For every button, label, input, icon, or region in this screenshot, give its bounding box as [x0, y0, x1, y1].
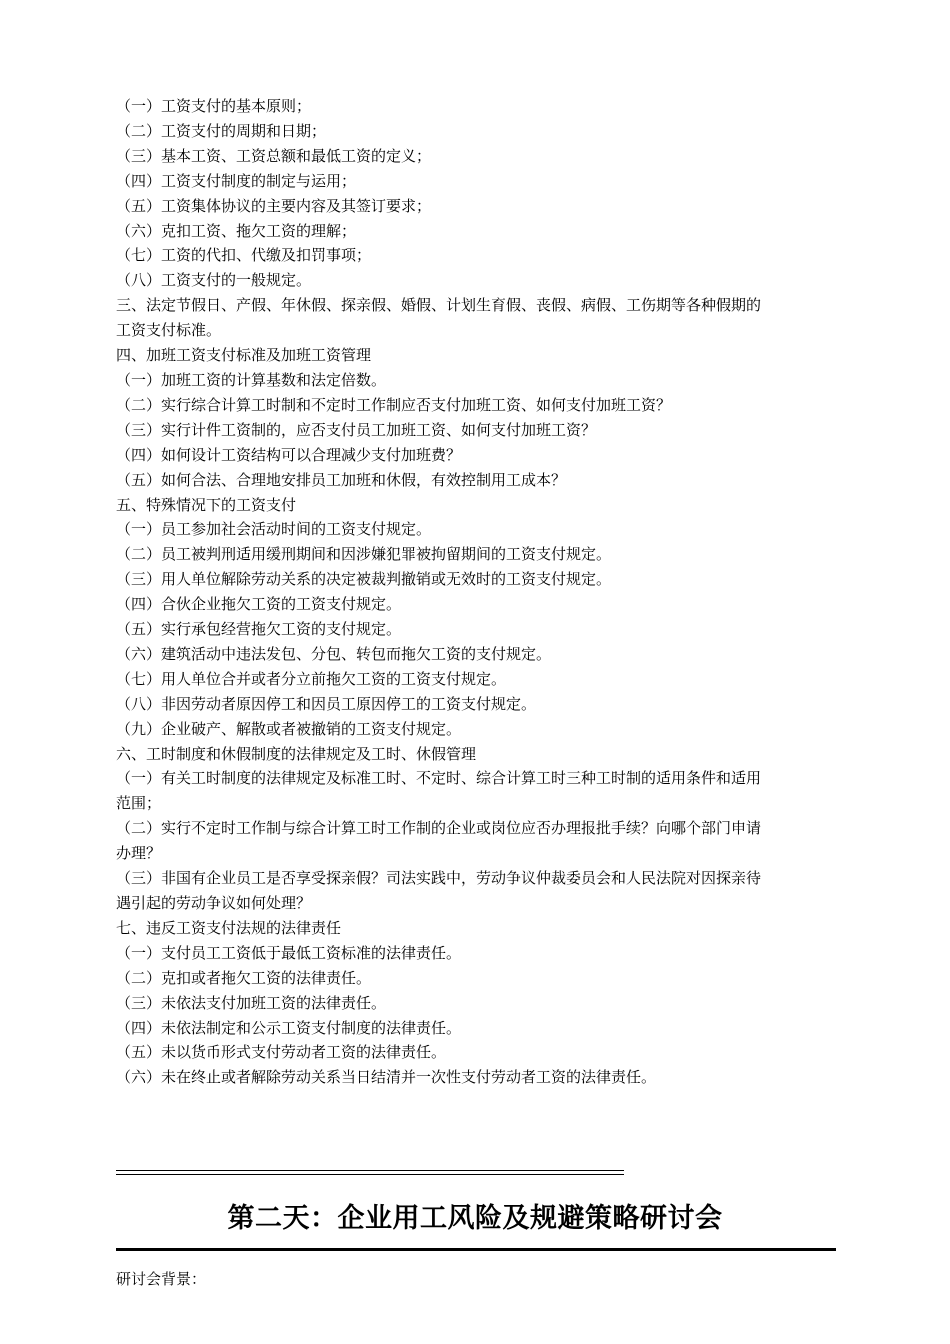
body-line: （二）实行不定时工作制与综合计算工时工作制的企业或岗位应否办理报批手续？向哪个部门申请 [116, 819, 762, 838]
body-line: （一）员工参加社会活动时间的工资支付规定。 [116, 520, 432, 539]
body-line: 遇引起的劳动争议如何处理？ [116, 894, 312, 912]
body-line: 范围； [116, 794, 162, 813]
body-line: （二）克扣或者拖欠工资的法律责任。 [116, 968, 372, 987]
body-line: （四）未依法制定和公示工资支付制度的法律责任。 [116, 1018, 462, 1037]
body-line: （一）加班工资的计算基数和法定倍数。 [116, 370, 387, 389]
body-line: （六）未在终止或者解除劳动关系当日结清并一次性支付劳动者工资的法律责任。 [116, 1068, 657, 1087]
body-line: （四）如何设计工资结构可以合理减少支付加班费？ [116, 445, 462, 464]
body-line: （八）工资支付的一般规定。 [116, 271, 312, 290]
body-line: （六）建筑活动中违法发包、分包、转包而拖欠工资的支付规定。 [116, 644, 552, 663]
body-line: （七）工资的代扣、代缴及扣罚事项； [116, 246, 372, 265]
double-rule-divider [116, 1170, 624, 1175]
body-line: （八）非因劳动者原因停工和因员工原因停工的工资支付规定。 [116, 694, 537, 713]
body-line: （三）非国有企业员工是否享受探亲假？司法实践中，劳动争议仲裁委员会和人民法院对因探亲待 [116, 869, 762, 888]
body-line: （三）用人单位解除劳动关系的决定被裁判撤销或无效时的工资支付规定。 [116, 570, 612, 589]
body-line: 七、违反工资支付法规的法律责任 [116, 918, 342, 937]
body-line: 五、特殊情况下的工资支付 [116, 495, 297, 514]
body-line: （一）支付员工工资低于最低工资标准的法律责任。 [116, 943, 462, 962]
body-line: 工资支付标准。 [116, 321, 222, 340]
body-text [116, 94, 850, 1090]
body-line: （五）未以货币形式支付劳动者工资的法律责任。 [116, 1043, 447, 1062]
background-label: 研讨会背景： [116, 1270, 207, 1288]
body-line: （一）工资支付的基本原则； [116, 97, 312, 115]
body-line: （二）实行综合计算工时制和不定时工作制应否支付加班工资、如何支付加班工资？ [116, 395, 672, 414]
body-line: （二）员工被判刑适用缓刑期间和因涉嫌犯罪被拘留期间的工资支付规定。 [116, 545, 612, 564]
body-line: （三）未依法支付加班工资的法律责任。 [116, 993, 387, 1012]
body-line: （四）工资支付制度的制定与运用； [116, 171, 357, 190]
body-line: 六、工时制度和休假制度的法律规定及工时、休假管理 [116, 744, 477, 763]
body-line: （三）基本工资、工资总额和最低工资的定义； [116, 146, 432, 165]
body-line: （二）工资支付的周期和日期； [116, 121, 327, 140]
heading-underline [116, 1248, 836, 1251]
body-line: （一）有关工时制度的法律规定及标准工时、不定时、综合计算工时三种工时制的适用条件和适用 [116, 769, 762, 788]
body-line: （五）工资集体协议的主要内容及其签订要求； [116, 196, 432, 215]
body-line: （九）企业破产、解散或者被撤销的工资支付规定。 [116, 719, 462, 738]
day-two-heading: 第二天：企业用工风险及规避策略研讨会 [227, 1203, 723, 1234]
body-line: （七）用人单位合并或者分立前拖欠工资的工资支付规定。 [116, 669, 507, 688]
body-line: 四、加班工资支付标准及加班工资管理 [116, 346, 372, 365]
body-line: （五）实行承包经营拖欠工资的支付规定。 [116, 620, 402, 639]
body-line: （五）如何合法、合理地安排员工加班和休假，有效控制用工成本？ [116, 470, 567, 489]
body-line: （六）克扣工资、拖欠工资的理解； [116, 221, 357, 240]
body-line: （四）合伙企业拖欠工资的工资支付规定。 [116, 595, 402, 614]
body-line: 三、法定节假日、产假、年休假、探亲假、婚假、计划生育假、丧假、病假、工伤期等各种假期的 [116, 296, 762, 315]
body-line: 办理？ [116, 844, 162, 863]
body-line: （三）实行计件工资制的，应否支付员工加班工资、如何支付加班工资？ [116, 420, 597, 439]
